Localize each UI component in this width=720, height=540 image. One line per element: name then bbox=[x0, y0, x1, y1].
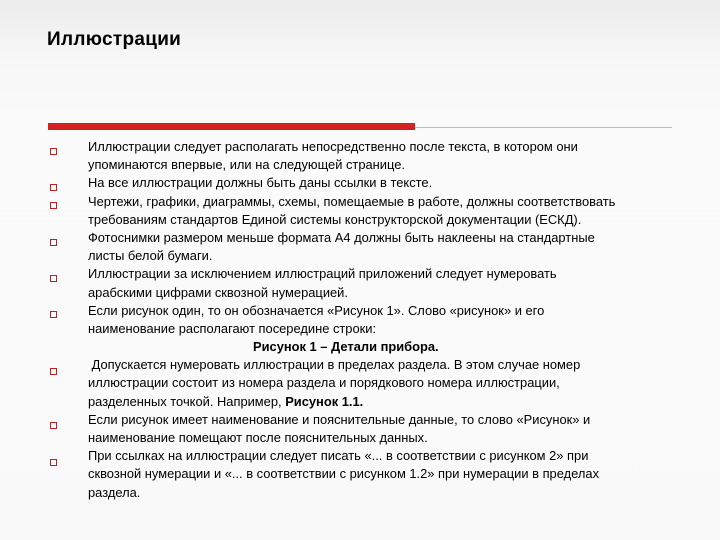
bullet-icon bbox=[50, 275, 57, 282]
bullet-list bbox=[88, 138, 688, 502]
bullet-icon bbox=[50, 459, 57, 466]
list-item-text: Если рисунок один, то он обозначается «Рисунок 1». Слово «рисунок» и его bbox=[88, 302, 545, 318]
list-item-text: Чертежи, графики, диаграммы, схемы, помещаемые в работе, должны соответствовать bbox=[88, 193, 616, 209]
title-underline-rule bbox=[415, 127, 672, 128]
list-item-text: Допускается нумеровать иллюстрации в пределах раздела. В этом случае номер bbox=[88, 357, 581, 373]
list-item-text: иллюстрации состоит из номера раздела и порядкового номера иллюстрации, bbox=[88, 375, 560, 391]
list-item-text: наименование помещают после пояснительных данных. bbox=[88, 430, 428, 445]
title-underline-accent bbox=[48, 123, 415, 130]
bullet-icon bbox=[50, 184, 57, 191]
slide-title: Иллюстрации bbox=[47, 29, 182, 50]
list-item-text: упоминаются впервые, или на следующей странице. bbox=[88, 157, 405, 173]
list-item-text: раздела. bbox=[88, 484, 141, 500]
bullet-icon bbox=[50, 368, 57, 375]
list-item-text: арабскими цифрами сквозной нумерацией. bbox=[88, 284, 348, 300]
bullet-icon bbox=[50, 239, 57, 246]
list-item-text: Иллюстрации следует располагать непосредственно после текста, в котором они bbox=[88, 139, 578, 154]
list-item-text: Иллюстрации за исключением иллюстраций приложений следует нумеровать bbox=[88, 266, 557, 282]
list-item-text: наименование располагают посередине строки: bbox=[88, 320, 377, 336]
list-item-text: На все иллюстрации должны быть даны ссылки в тексте. bbox=[88, 175, 433, 191]
list-item-text: требованиям стандартов Единой системы конструкторской документации (ЕСКД). bbox=[88, 211, 582, 227]
list-item-text-prefix: разделенных точкой. Например, bbox=[88, 393, 286, 409]
list-item-text bbox=[88, 393, 688, 411]
list-item-text: сквозной нумерации и «... в соответствии с рисунком 1.2» при нумерации в пределах bbox=[88, 466, 600, 482]
list-item-text: При ссылках на иллюстрации следует писать «... в соответствии с рисунком 2» при bbox=[88, 448, 589, 464]
figure-caption-example: Рисунок 1 – Детали прибора. bbox=[253, 339, 439, 355]
bullet-icon bbox=[50, 311, 57, 318]
bullet-icon bbox=[50, 202, 57, 209]
figure-number-example: Рисунок 1.1. bbox=[285, 393, 364, 409]
list-item-text: Если рисунок имеет наименование и пояснительные данные, то слово «Рисунок» и bbox=[88, 411, 591, 427]
list-item-text: Фотоснимки размером меньше формата А4 должны быть наклеены на стандартные bbox=[88, 229, 595, 245]
bullet-icon bbox=[50, 422, 57, 429]
list-item-text: листы белой бумаги. bbox=[88, 248, 213, 264]
bullet-icon bbox=[50, 148, 57, 155]
